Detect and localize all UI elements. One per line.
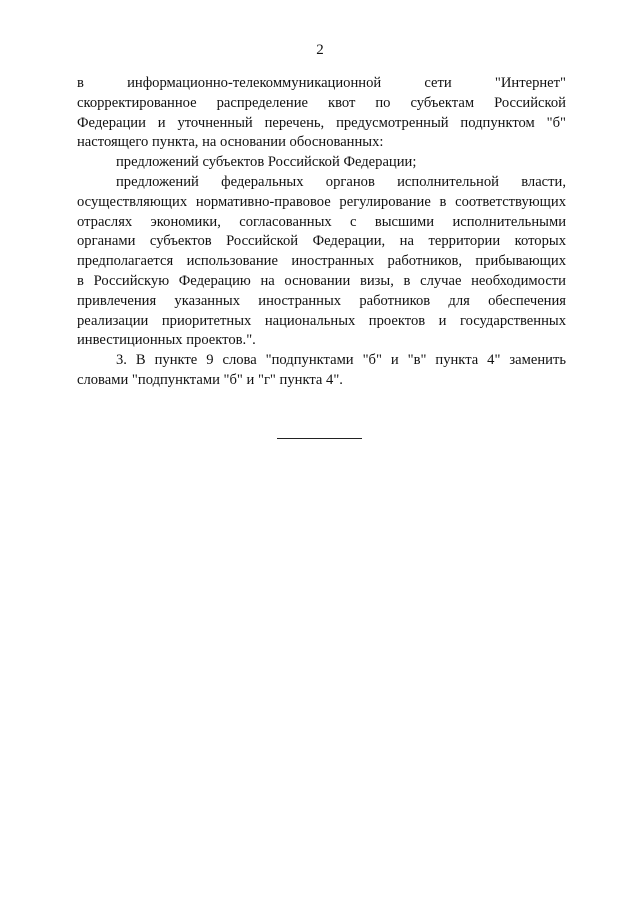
end-of-document-rule	[277, 438, 362, 439]
text-line: инвестиционных проектов.".	[77, 332, 256, 349]
paragraph-item-3-continued	[77, 371, 566, 391]
paragraph-quota-publication	[77, 74, 566, 153]
paragraph-subject-proposals	[77, 153, 566, 173]
text-line: предполагается использование иностранных работников, прибывающих	[77, 253, 566, 270]
text-line: словами "подпунктами "б" и "г" пункта 4".	[77, 371, 343, 388]
text-line: привлечения указанных иностранных работников для обеспечения	[77, 292, 566, 309]
text-line: органами субъектов Российской Федерации, на территории которых	[77, 233, 566, 250]
text-line: отраслях экономики, согласованных с высшими исполнительными	[77, 213, 566, 230]
text-line: реализации приоритетных национальных проектов и государственных	[77, 312, 566, 329]
text-line: 3. В пункте 9 слова "подпунктами "б" и "в" пункта 4" заменить	[116, 352, 566, 369]
text-line: осуществляющих нормативно-правовое регулирование в соответствующих	[77, 193, 566, 210]
text-line: в информационно-телекоммуникационной сети "Интернет"	[77, 75, 566, 91]
page-number: 2	[316, 42, 324, 58]
text-line: Федерации и уточненный перечень, предусмотренный подпунктом "б"	[77, 114, 566, 131]
paragraph-item-3	[77, 351, 566, 371]
document-body	[77, 74, 566, 391]
text-line: предложений федеральных органов исполнительной власти,	[116, 173, 566, 190]
text-line: скорректированное распределение квот по субъектам Российской	[77, 94, 566, 111]
paragraph-federal-proposals	[77, 173, 566, 193]
paragraph-federal-proposals-continued	[77, 193, 566, 351]
text-line: предложений субъектов Российской Федерации;	[116, 154, 417, 171]
text-line: настоящего пункта, на основании обоснованных:	[77, 134, 384, 151]
text-line: в Российскую Федерацию на основании визы, в случае необходимости	[77, 272, 566, 289]
